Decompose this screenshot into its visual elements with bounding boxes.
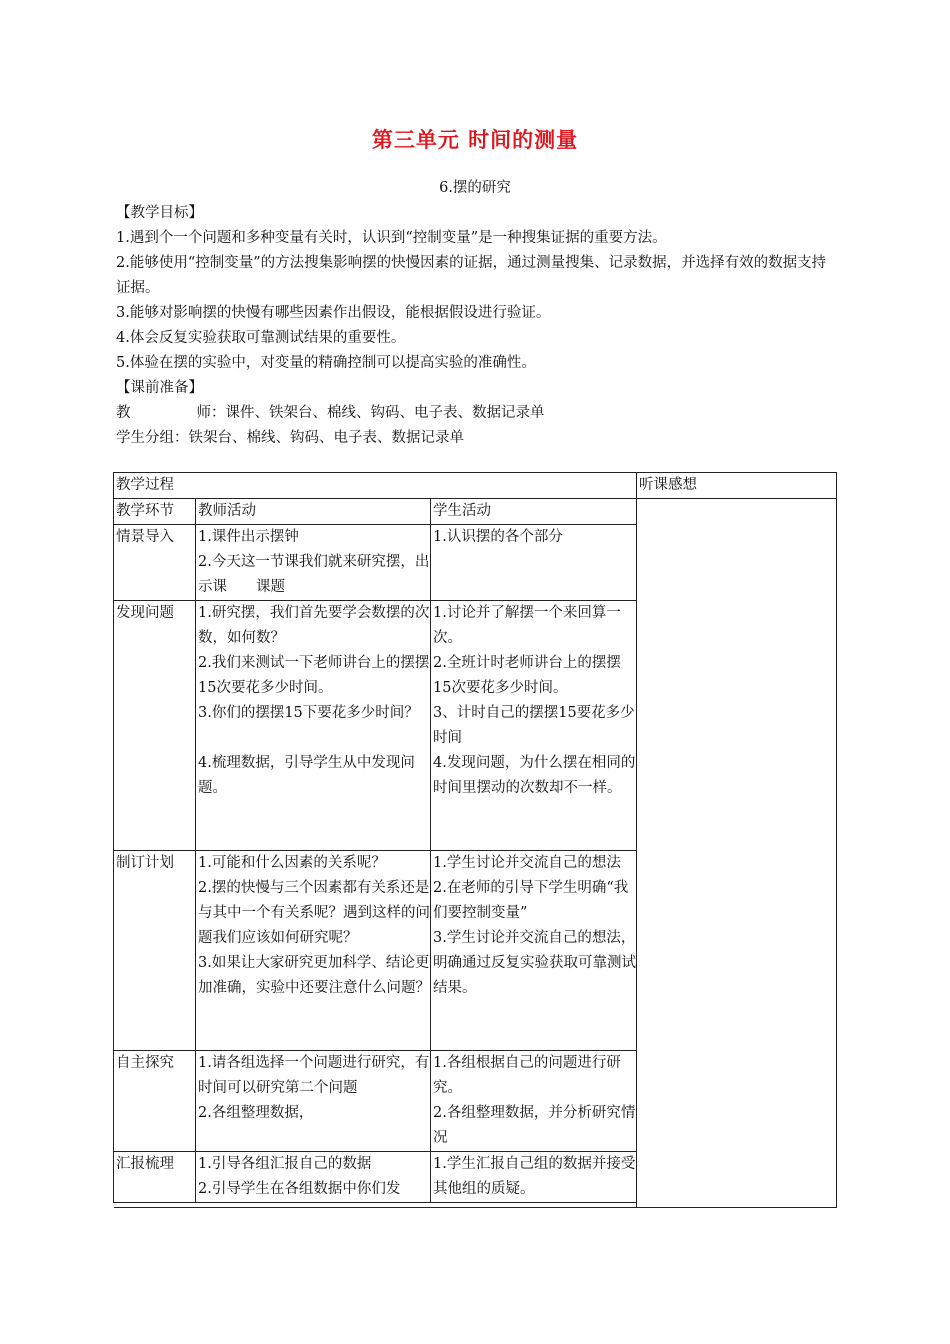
activity-line: 1.请各组选择一个问题进行研究，有时间可以研究第二个问题	[198, 1055, 430, 1096]
process-header: 教学过程	[114, 473, 637, 499]
lesson-intro	[116, 201, 840, 451]
activity-line: 4.发现问题，为什么摆在相同的时间里摆动的次数却不一样。	[433, 755, 636, 796]
activity-line: 2.各组整理数据，并分析研究情况	[433, 1105, 636, 1146]
teacher-materials: 师：课件、铁架台、棉线、钩码、电子表、数据记录单	[196, 405, 545, 421]
notes-header: 听课感想	[637, 473, 837, 499]
student-activity-cell	[431, 1051, 637, 1152]
teacher-preparation	[116, 401, 840, 426]
teaching-process-table	[113, 472, 837, 1208]
teacher-activity-cell	[196, 601, 431, 851]
objective-item: 3.能够对影响摆的快慢有哪些因素作出假设，能根据假设进行验证。	[116, 305, 551, 321]
objective-item: 5.体验在摆的实验中，对变量的精确控制可以提高实验的准确性。	[116, 355, 536, 371]
objective-item: 4.体会反复实验获取可靠测试结果的重要性。	[116, 330, 406, 346]
activity-line: 1.学生汇报自己组的数据并接受其他组的质疑。	[433, 1156, 636, 1197]
student-activity-cell	[431, 851, 637, 1051]
teacher-activity-cell	[196, 525, 431, 601]
teacher-activity-cell	[196, 1152, 431, 1203]
stage-cell: 制订计划	[114, 851, 196, 1051]
activity-line: 2.今天这一节课我们就来研究摆，出示课 课题	[198, 554, 430, 595]
unit-title: 第三单元 时间的测量	[371, 128, 579, 152]
activity-line: 3.你们的摆摆15下要花多少时间？	[198, 705, 419, 721]
activity-line: 2.全班计时老师讲台上的摆摆15次要花多少时间。	[433, 655, 621, 696]
activity-line: 1.各组根据自己的问题进行研究。	[433, 1055, 621, 1096]
teacher-label: 教	[116, 405, 131, 421]
student-activity-cell	[431, 601, 637, 851]
lesson-subtitle: 6.摆的研究	[439, 180, 511, 196]
activity-line: 4.梳理数据，引导学生从中发现问题。	[198, 755, 415, 796]
objective-item: 2.能够使用“控制变量”的方法搜集影响摆的快慢因素的证据，通过测量搜集、记录数据，并选择有效的数据支持证据。	[116, 255, 827, 296]
stage-cell: 发现问题	[114, 601, 196, 851]
student-activity-cell	[431, 1152, 637, 1203]
teacher-activity-cell	[196, 1051, 431, 1152]
activity-line: 2.各组整理数据，	[198, 1105, 314, 1121]
student-preparation: 学生分组：铁架台、棉线、钩码、电子表、数据记录单	[116, 430, 464, 446]
activity-line: 2.引导学生在各组数据中你们发	[198, 1181, 401, 1197]
activity-line: 1.认识摆的各个部分	[433, 529, 563, 545]
col-stage-header: 教学环节	[114, 499, 196, 525]
activity-line: 1.研究摆，我们首先要学会数摆的次数，如何数？	[198, 605, 430, 646]
table-bottom-spacer	[431, 1203, 637, 1208]
notes-cell	[637, 499, 837, 1208]
activity-line: 3.如果让大家研究更加科学、结论更加准确，实验中还要注意什么问题？	[198, 955, 430, 996]
activity-line: 3、计时自己的摆摆15要花多少时间	[433, 705, 635, 746]
col-student-header: 学生活动	[431, 499, 637, 525]
activity-line	[198, 726, 430, 751]
activity-line: 3.学生讨论并交流自己的想法，明确通过反复实验获取可靠测试结果。	[433, 930, 636, 996]
activity-line: 2.我们来测试一下老师讲台上的摆摆15次要花多少时间。	[198, 655, 430, 696]
col-teacher-header: 教师活动	[196, 499, 431, 525]
objective-item: 1.遇到个一个问题和多种变量有关时，认识到“控制变量”是一种搜集证据的重要方法。	[116, 230, 667, 246]
table-bottom-spacer	[114, 1203, 196, 1208]
teacher-activity-cell	[196, 851, 431, 1051]
preparation-heading: 【课前准备】	[116, 380, 203, 396]
stage-cell: 自主探究	[114, 1051, 196, 1152]
stage-cell: 汇报梳理	[114, 1152, 196, 1203]
activity-line: 2.在老师的引导下学生明确“我们要控制变量”	[433, 880, 629, 921]
activity-line: 2.摆的快慢与三个因素都有关系还是与其中一个有关系呢？遇到这样的问题我们应该如何研究呢？	[198, 880, 430, 946]
activity-line: 1.讨论并了解摆一个来回算一次。	[433, 605, 621, 646]
stage-cell: 情景导入	[114, 525, 196, 601]
table-bottom-spacer	[196, 1203, 431, 1208]
activity-line: 1.学生讨论并交流自己的想法	[433, 855, 621, 871]
activity-line: 1.引导各组汇报自己的数据	[198, 1156, 372, 1172]
student-activity-cell	[431, 525, 637, 601]
activity-line: 1.课件出示摆钟	[198, 529, 299, 545]
activity-line: 1.可能和什么因素的关系呢？	[198, 855, 386, 871]
objectives-heading: 【教学目标】	[116, 205, 203, 221]
